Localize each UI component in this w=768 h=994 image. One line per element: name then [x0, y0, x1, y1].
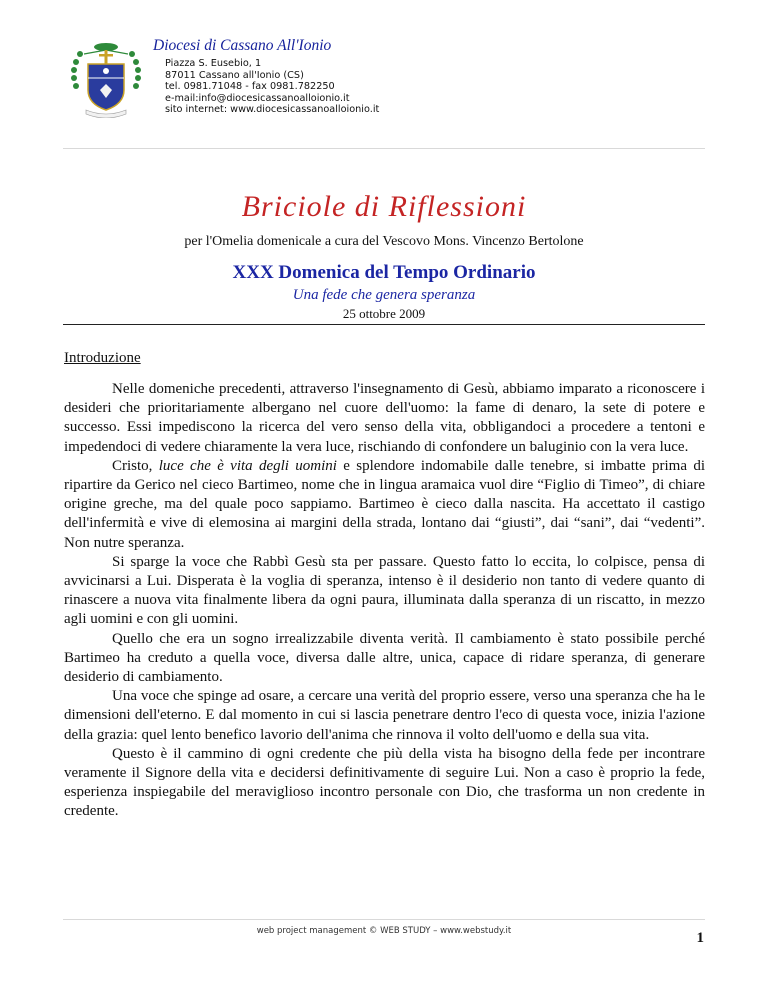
footer-divider — [63, 919, 705, 920]
paragraph: Questo è il cammino di ogni credente che più della vista ha bisogno della fede per incontrare veramente il Signore della vita e decidersi definitivamente di seguire Lui. Non a caso è proprio la fede, esperienza inspiegabile del meraviglioso incontro personale con Dio, che trasforma un non credente in credente. — [64, 745, 705, 820]
body-text — [64, 380, 705, 822]
email-line: e-mail:info@diocesicassanoalloionio.it — [165, 92, 350, 104]
header-divider — [63, 148, 705, 149]
paragraph: Una voce che spinge ad osare, a cercare una verità del proprio essere, verso una speranza che ha le dimensioni dell'eterno. E dal momento in cui si lascia penetrare dentro l'eco di questa voce, inizia l'azione della grazia: quel lento benefico lavorio dell'anima che rinnova il volto dell'uomo e della sua vita. — [64, 688, 705, 743]
page-number: 1 — [696, 930, 704, 946]
website-line: sito internet: www.diocesicassanoalloionio.it — [165, 104, 380, 116]
diocese-name: Diocesi di Cassano All'Ionio — [153, 37, 332, 54]
address-line: Piazza S. Eusebio, 1 — [165, 58, 262, 69]
diocese-address — [165, 58, 379, 116]
address-line: 87011 Cassano all'Ionio (CS) — [165, 69, 304, 81]
coat-of-arms-icon — [70, 38, 142, 118]
paragraph-with-italic: Cristo, luce che è vita degli uomini e splendore indomabile dalle tenebre, si imbatte prima di ripartire da Gerico nel cieco Bartimeo, nome che in lingua aramaica vuol dire “Figlio di Timeo”, di chiare origine greche, ma del quale poco sappiamo. Bartimeo è cieco dalla nascita. Ha accettato il castigo dell'infermità e vive di elemosina ai margini della strada, lontano dai “giusti”, dai “sani”, dai “vedenti”. Non nutre speranza. — [64, 457, 705, 551]
paragraph: Si sparge la voce che Rabbì Gesù sta per passare. Questo fatto lo eccita, lo colpisce, pensa di avvicinarsi a Lui. Disperata è la voglia di speranza, intenso è il desiderio non tanto di vedere quanto di rinascere a nuova vita finalmente libera da ogni paura, illuminata dalla speranza di un riscatto, in mezzo agli uomini e con gli uomini. — [64, 553, 705, 628]
paragraph: Quello che era un sogno irrealizzabile diventa verità. Il cambiamento è stato possibile perché Bartimeo ha creduto a quella voce, diversa dalle altre, unica, capace di ridare speranza, di generare desiderio di cambiamento. — [64, 630, 705, 686]
phone-line: tel. 0981.71048 - fax 0981.782250 — [165, 81, 335, 93]
document-subtitle: Una fede che genera speranza — [292, 287, 476, 303]
document-date: 25 ottobre 2009 — [342, 306, 426, 321]
section-heading: Introduzione — [64, 350, 141, 366]
title-divider — [63, 324, 705, 325]
document-title: XXX Domenica del Tempo Ordinario — [232, 262, 536, 283]
italic-quote: luce che è vita degli uomini — [158, 457, 337, 474]
series-subtitle: per l'Omelia domenicale a cura del Vescovo Mons. Vincenzo Bertolone — [184, 234, 584, 249]
series-title: Briciole di Riflessioni — [241, 190, 527, 223]
paragraph: Nelle domeniche precedenti, attraverso l'insegnamento di Gesù, abbiamo imparato a riconoscere i desideri che prioritariamente albergano nel cuore dell'uomo: la fame di denaro, la sete di potere e successo. Essi impediscono la ricerca del vero senso della vita, obbligandoci a procedere a tentoni e impedendoci di vedere chiaramente la vera luce, rischiando di confondere un baluginio con la vera luce. — [64, 381, 705, 455]
footer-credit: web project management © WEB STUDY – www.webstudy.it — [256, 926, 512, 936]
